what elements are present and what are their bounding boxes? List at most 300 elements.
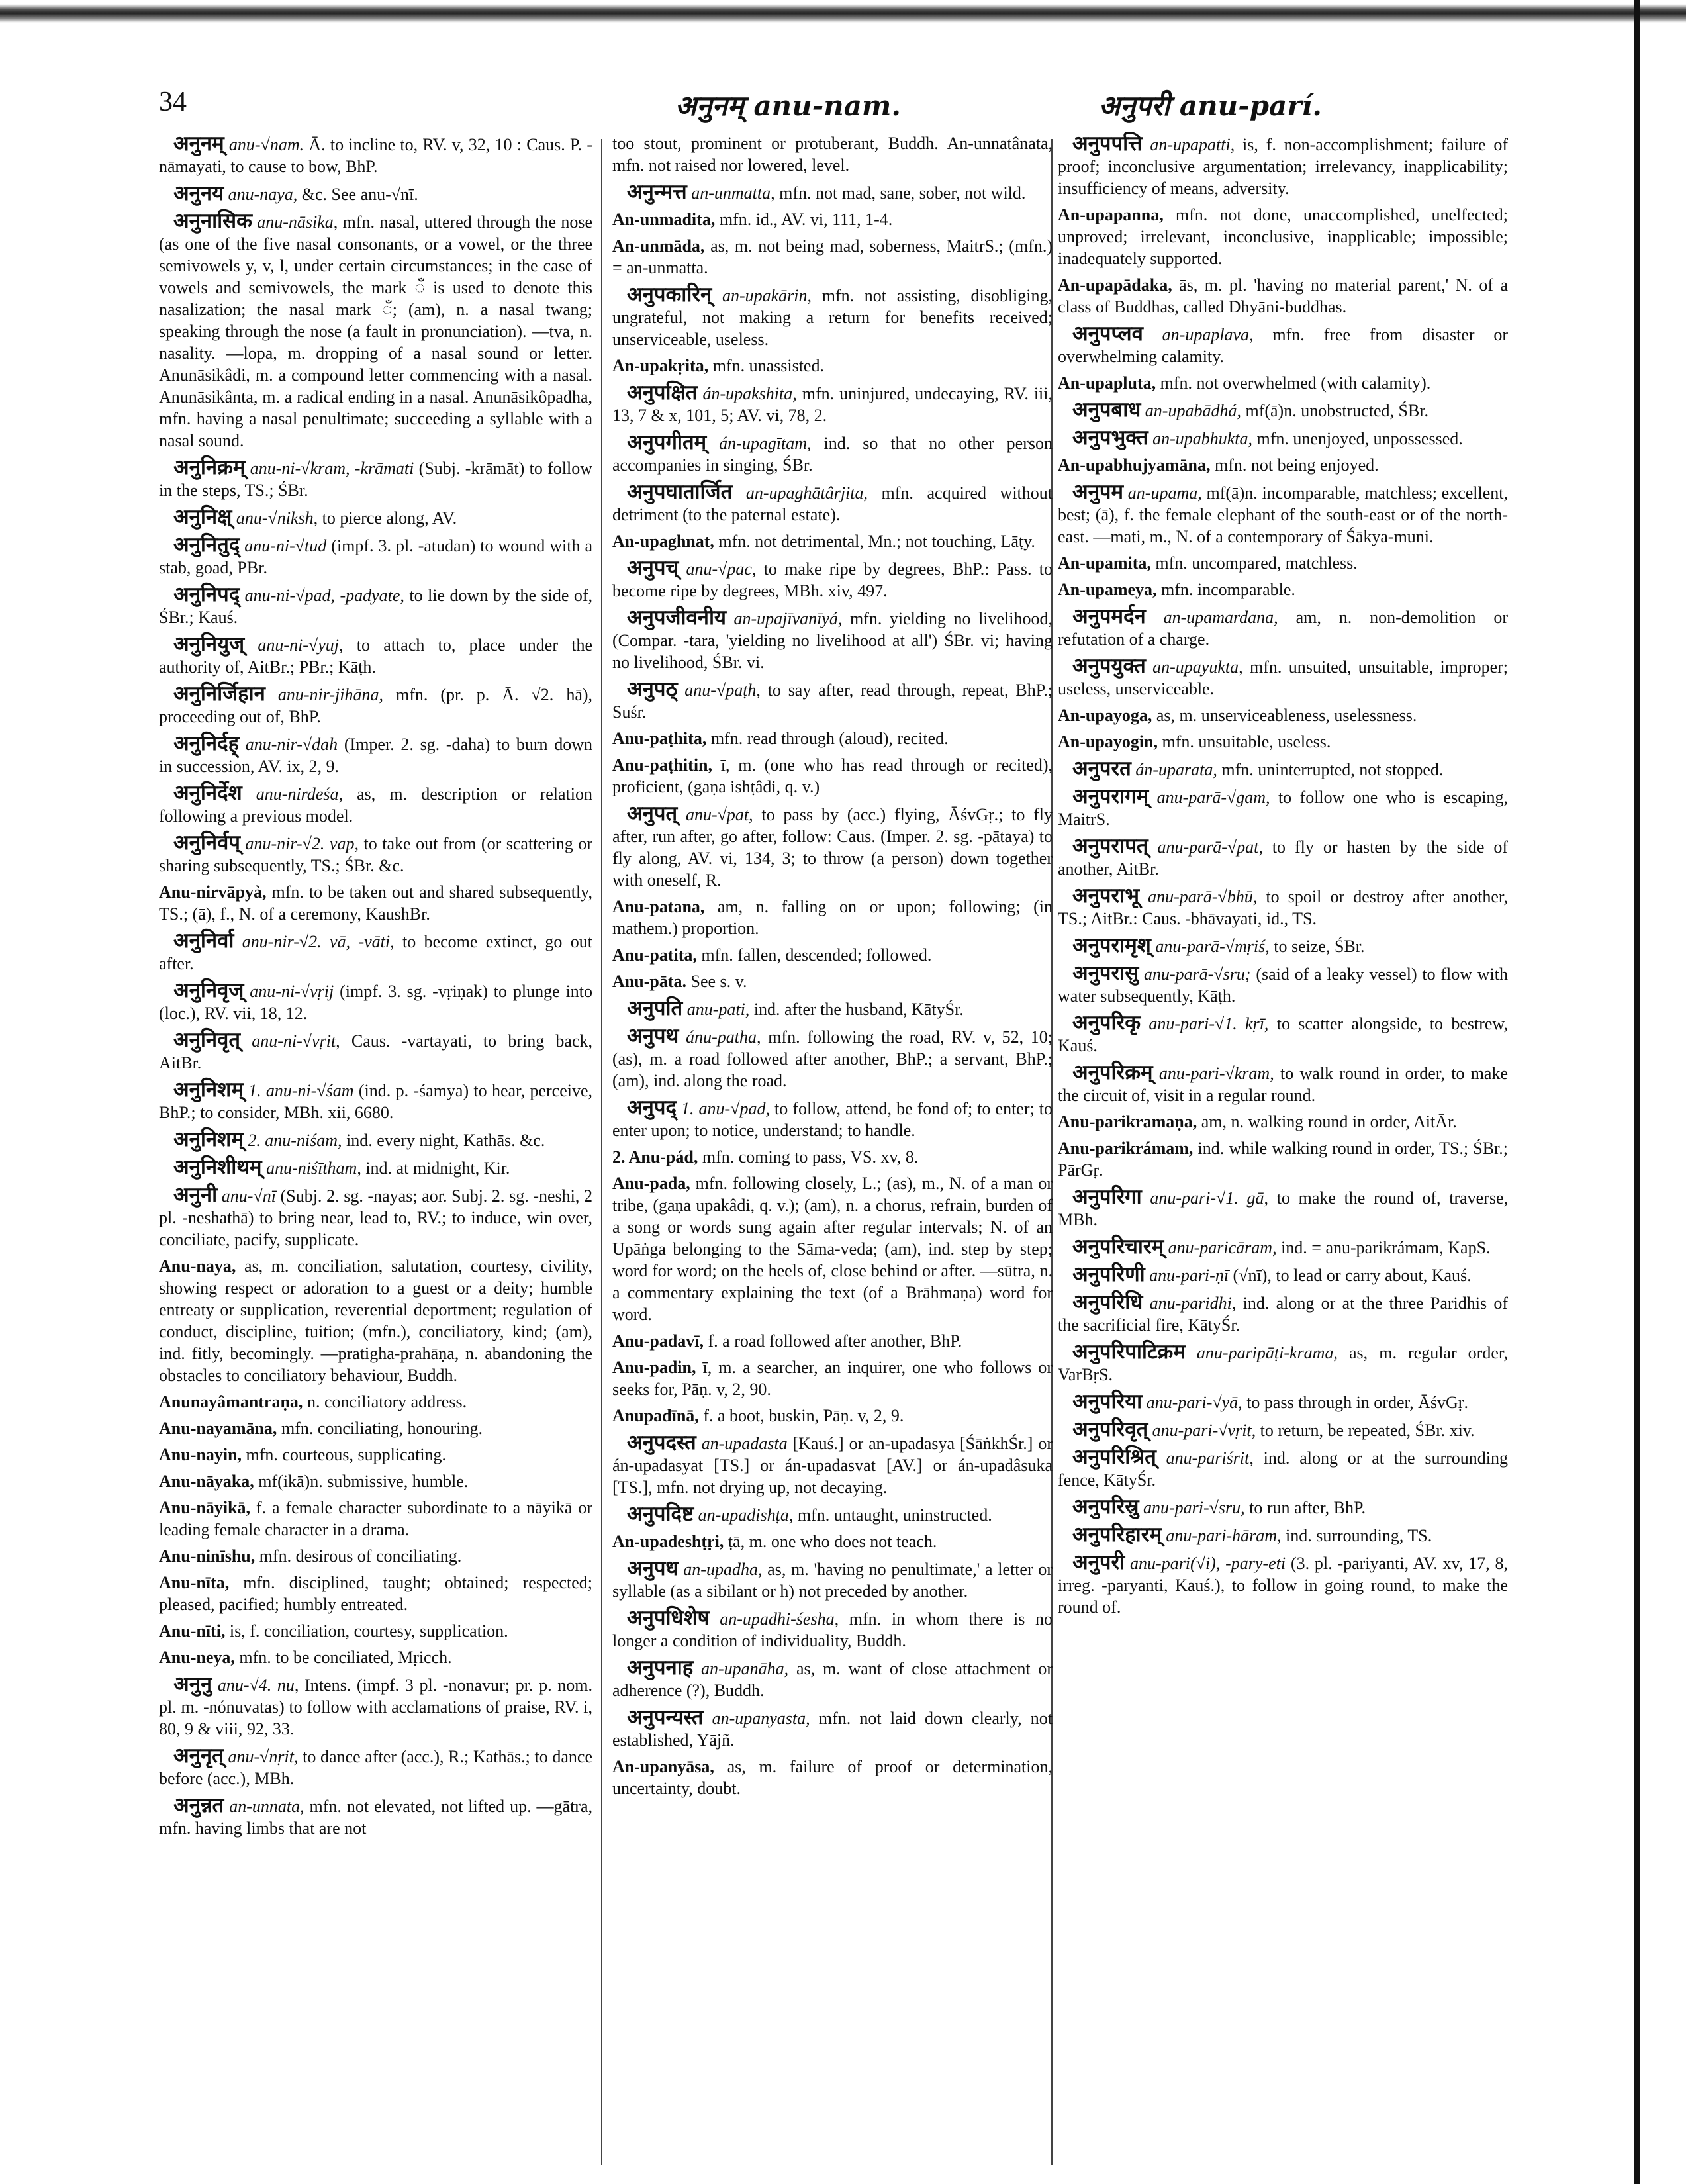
entry-headword: अनुपरिपाटिक्रम — [1072, 1340, 1186, 1363]
entry-headword: अनुपम — [1072, 480, 1124, 503]
entry-transliteration: anu-√pat, — [685, 805, 753, 824]
entry-headword: अनुपभुक्त — [1072, 426, 1148, 449]
entry-transliteration: anu-naya, — [228, 185, 298, 204]
dictionary-entry — [612, 678, 1053, 723]
dictionary-entry — [612, 1557, 1053, 1602]
entry-transliteration: anu-pari-√sru, — [1143, 1498, 1245, 1517]
entry-definition: to dance after (acc.), R.; Kathās.; to dance before (acc.), MBh. — [159, 1747, 592, 1788]
entry-definition: f. a female character subordinate to a nāyikā or leading female character in a drama. — [159, 1498, 592, 1539]
entry-transliteration: 1. anu-ni-√śam — [248, 1081, 354, 1100]
entry-transliteration: anu-ni-√vṛij — [250, 982, 334, 1001]
entry-headword: अनुपत् — [627, 802, 678, 825]
dictionary-entry — [159, 1184, 592, 1251]
entry-headword: अनुपजीवनीय — [627, 606, 726, 629]
entry-definition: mfn. acquired without detriment (to the paternal estate). — [612, 483, 1053, 524]
entry-definition: (Subj. -krāmāt) to follow in the steps, TS.; ŚBr. — [159, 459, 592, 500]
dictionary-entry — [159, 732, 592, 777]
entry-headword: अनुपरापत् — [1072, 834, 1148, 857]
entry-headword: अनुपरिगा — [1072, 1185, 1142, 1208]
dictionary-entry — [1058, 1523, 1508, 1546]
dictionary-entry — [1058, 757, 1508, 781]
entry-definition: too stout, prominent or protuberant, Buddh. An-unnatânata, mfn. not raised nor lowered, level. — [612, 134, 1053, 175]
entry-transliteration: anu-pari-√1. gā, — [1150, 1188, 1268, 1208]
dictionary-entry — [1058, 399, 1508, 422]
entry-headword: अनुपरागम् — [1072, 784, 1149, 808]
entry-headword: अनुपपत्ति — [1072, 132, 1143, 155]
entry-headword: Anu-patana, — [612, 897, 705, 916]
page-number: 34 — [159, 87, 187, 117]
dictionary-entry — [1058, 1186, 1508, 1231]
dictionary-entry — [159, 1156, 592, 1179]
dictionary-entry — [159, 782, 592, 827]
entry-transliteration: an-upakārin, — [722, 286, 812, 305]
entry-transliteration: an-upayukta, — [1152, 657, 1243, 677]
entry-headword: An-upabhujyamāna, — [1058, 455, 1211, 475]
dictionary-entry — [1058, 962, 1508, 1007]
entry-transliteration: an-unmatta, — [691, 183, 775, 203]
dictionary-entry — [612, 1531, 1053, 1552]
entry-definition: ind. at midnight, Kir. — [365, 1159, 510, 1178]
entry-transliteration: anu-√nam. — [228, 135, 304, 154]
entry-transliteration: anu-nir-√dah — [245, 735, 338, 754]
entry-definition: to return, be repeated, ŚBr. xiv. — [1260, 1421, 1475, 1440]
entry-transliteration: anu-nirdeśa, — [256, 784, 343, 804]
entry-headword: अनुपरिणी — [1072, 1262, 1145, 1286]
dictionary-entry — [159, 1620, 592, 1642]
entry-definition: (Subj. 2. sg. -nayas; aor. Subj. 2. sg. -neshi, 2 pl. -neshathā) to bring near, lead to, RV.; to induce, win over, conciliate, pacify, supplicate. — [159, 1186, 592, 1249]
entry-headword: अनुनिशीथम् — [173, 1155, 262, 1178]
dictionary-entry — [612, 235, 1053, 279]
entry-headword: Anu-parikrámam, — [1058, 1139, 1194, 1158]
dictionary-entry — [612, 802, 1053, 891]
dictionary-entry — [612, 896, 1053, 939]
dictionary-entry — [1058, 1341, 1508, 1386]
entry-definition: ind. = anu-parikrámam, KapS. — [1281, 1238, 1491, 1257]
entry-transliteration: anu-√nṛit, — [228, 1747, 299, 1766]
entry-definition: ind. surrounding, TS. — [1285, 1526, 1432, 1545]
dictionary-entry — [1058, 1446, 1508, 1491]
dictionary-entry — [159, 1444, 592, 1466]
entry-transliteration: an-unnata, — [229, 1797, 304, 1816]
entry-transliteration: anu-pati, — [686, 1000, 750, 1019]
entry-definition: mfn. not done, unaccomplished, unelfected; unproved; irrelevant, inconclusive, inapplicable; impossible; inadequately supported. — [1058, 205, 1508, 268]
entry-transliteration: anu-niśītham, — [266, 1159, 361, 1178]
entry-definition: (impf. 3. sg. -vṛiṇak) to plunge into (loc.), RV. vii, 18, 12. — [159, 982, 592, 1023]
entry-definition: mfn. unenjoyed, unpossessed. — [1256, 429, 1463, 448]
entry-definition: ind. along or at the three Paridhis of the sacrificial fire, KātyŚr. — [1058, 1294, 1508, 1335]
entry-headword: अनुपथ — [627, 1024, 679, 1047]
entry-definition: mfn. not elevated, not lifted up. —gātra, mfn. having limbs that are not — [159, 1797, 592, 1838]
entry-headword: An-upapluta, — [1058, 373, 1156, 393]
entry-headword: अनुपरासु — [1072, 961, 1139, 984]
entry-transliteration: anu-pari-hāram, — [1166, 1526, 1282, 1545]
dictionary-entry — [612, 1503, 1053, 1526]
entry-headword: Anu-paṭhitin, — [612, 755, 712, 775]
entry-headword: An-upanyāsa, — [612, 1757, 714, 1776]
entry-headword: अनुन्मत्त — [627, 180, 687, 203]
dictionary-entry — [1058, 1111, 1508, 1133]
entry-headword: अनुपप्लव — [1072, 322, 1143, 345]
entry-headword: अनुनी — [173, 1183, 218, 1206]
dictionary-entry — [612, 1431, 1053, 1498]
dictionary-entry — [159, 1078, 592, 1123]
entry-definition: See s. v. — [690, 972, 747, 991]
dictionary-entry — [1058, 1012, 1508, 1057]
dictionary-entry — [612, 431, 1053, 476]
entry-headword: अनुपराभू — [1072, 884, 1139, 907]
entry-headword: अनुपध — [627, 1556, 679, 1580]
entry-definition: is, f. non-accomplishment; failure of proof; inconclusive argumentation; irrelevancy, inapplicability; insufficiency of means, adversity. — [1058, 135, 1508, 198]
entry-definition: mfn. not mad, sane, sober, not wild. — [779, 183, 1026, 203]
entry-transliteration: anu-pari-√vṛit, — [1152, 1421, 1256, 1440]
entry-headword: अनुपरिवृत् — [1072, 1417, 1148, 1441]
entry-headword: अनुनासिक — [173, 209, 252, 232]
entry-headword: अनुन्नत — [173, 1793, 224, 1817]
entry-headword: 2. Anu-pád, — [612, 1147, 698, 1166]
entry-transliteration: anu-nir-√2. vap, — [245, 834, 359, 853]
entry-definition: (√nī), to lead or carry about, Kauś. — [1233, 1266, 1472, 1285]
entry-headword: An-upayoga, — [1058, 706, 1152, 725]
entry-transliteration: anu-√paṭh, — [684, 681, 761, 700]
dictionary-entry — [1058, 884, 1508, 929]
entry-headword: An-unmadita, — [612, 210, 716, 229]
dictionary-entry — [159, 1744, 592, 1789]
entry-definition: to make the round of, traverse, MBh. — [1058, 1188, 1508, 1229]
dictionary-entry — [1058, 704, 1508, 726]
entry-definition: to say after, read through, repeat, BhP.; Suśr. — [612, 681, 1053, 722]
entry-definition: mfn. free from disaster or overwhelming calamity. — [1058, 325, 1508, 366]
entry-transliteration: anu-paricāram, — [1168, 1238, 1277, 1257]
entry-definition: mfn. id., AV. vi, 111, 1-4. — [719, 210, 893, 229]
dictionary-entry — [1058, 372, 1508, 394]
dictionary-entry — [1058, 785, 1508, 830]
dictionary-entry — [159, 1029, 592, 1074]
dictionary-entry — [612, 1656, 1053, 1701]
dictionary-entry — [612, 283, 1053, 350]
entry-definition: Ā. to incline to, RV. v, 32, 10 : Caus. P. -nāmayati, to cause to bow, BhP. — [159, 135, 592, 176]
dictionary-entry — [1058, 426, 1508, 450]
entry-headword: अनुपन्यस्त — [627, 1705, 704, 1729]
entry-definition: ī, m. (one who has read through or recited), proficient, (gaṇa ishṭâdi, q. v.) — [612, 755, 1053, 796]
entry-headword: अनुनिर्वप् — [173, 831, 240, 854]
entry-transliteration: anu-ni-√tud — [244, 536, 327, 555]
entry-headword: अनुपक्षित — [627, 381, 698, 404]
entry-definition: (ind. p. -śamya) to hear, perceive, BhP.; to consider, MBh. xii, 6680. — [159, 1081, 592, 1122]
entry-definition: ī, m. a searcher, an inquirer, one who follows or seeks for, Pāṇ. v, 2, 90. — [612, 1358, 1053, 1399]
entry-headword: Anu-naya, — [159, 1257, 236, 1276]
entry-transliteration: an-upadhi-śesha, — [720, 1609, 839, 1629]
entry-headword: अनुपरिधि — [1072, 1290, 1143, 1313]
entry-definition: as, m. conciliation, salutation, courtesy, civility, showing respect or adoration to a guest or a deity; humble entreaty or supplication, reverential deportment; regulation of conduct, discipline, tuition; (mfn.), conciliatory, kind; (am), ind. fitly, becomingly. —pratigha-prahāṇa, n. abandoning the obstacles to conciliatory behaviour, Buddh. — [159, 1257, 592, 1385]
entry-transliteration: an-upajīvanīyá, — [733, 609, 843, 628]
dictionary-entry — [612, 1356, 1053, 1400]
dictionary-entry — [159, 979, 592, 1024]
entry-headword: Anu-padin, — [612, 1358, 696, 1377]
entry-definition: (3. pl. -pariyanti, AV. xv, 17, 8, irreg. -paryanti, Kauś.), to follow in going round, to make the round of. — [1058, 1554, 1508, 1617]
entry-definition: am, n. falling on or upon; following; (in mathem.) proportion. — [612, 897, 1053, 938]
entry-transliteration: anu-ni-√vṛit, — [252, 1031, 340, 1051]
entry-headword: An-upayogin, — [1058, 732, 1158, 751]
entry-definition: f. a road followed after another, BhP. — [708, 1331, 962, 1351]
entry-headword: अनुपरिस्रु — [1072, 1495, 1139, 1518]
dictionary-entry — [612, 132, 1053, 176]
dictionary-entry — [1058, 1137, 1508, 1181]
dictionary-entry — [159, 1391, 592, 1413]
entry-transliteration: anu-ni-√kram, -krāmati — [250, 459, 414, 478]
entry-headword: Anu-nīti, — [159, 1621, 226, 1640]
entry-definition: to lie down by the side of, ŚBr.; Kauś. — [159, 586, 592, 627]
entry-definition: to spoil or destroy after another, TS.; AitBr.: Caus. -bhāvayati, id., TS. — [1058, 887, 1508, 928]
entry-definition: mfn. unsuitable, useless. — [1162, 732, 1331, 751]
entry-definition: mfn. following the road, RV. v, 52, 10; (as), m. a road followed after another, BhP.; a servant, BhP.; (am), ind. along the road. — [612, 1027, 1053, 1090]
entry-headword: अनुनिक्रम् — [173, 455, 246, 479]
dictionary-column-3 — [1058, 132, 1508, 2158]
dictionary-entry — [159, 683, 592, 728]
entry-definition: mfn. following closely, L.; (as), m., N. of a man or tribe, (gaṇa upakâdi, q. v.); (am), n. a chorus, refrain, burden of a song or words sung again after regular intervals; N. of an Upāṅga belonging to the Sāma-veda; (am), ind. step by step; word for word; on the heels of, close behind or after. —sūtra, n. a commentary explaining the text (of a Brāhmaṇa) word for word. — [612, 1174, 1053, 1324]
entry-definition: to seize, ŚBr. — [1274, 937, 1365, 956]
dictionary-entry — [612, 1146, 1053, 1168]
dictionary-entry — [612, 754, 1053, 798]
entry-headword: अनुनिक्ष् — [173, 505, 232, 528]
dictionary-column-1 — [159, 132, 592, 2158]
dictionary-entry — [1058, 1061, 1508, 1106]
entry-transliteration: anu-paripāṭi-krama, — [1196, 1343, 1338, 1362]
dictionary-entry — [612, 1405, 1053, 1427]
dictionary-entry — [159, 1417, 592, 1439]
entry-transliteration: an-upama, — [1127, 483, 1202, 502]
page-header — [159, 86, 1602, 132]
entry-definition: (Imper. 2. sg. -daha) to burn down in succession, AV. ix, 2, 9. — [159, 735, 592, 776]
entry-definition: [Kauś.] or an-upadasya [ŚāṅkhŚr.] or án-upadasyat [TS.] or án-upadasvat [AV.] or án-upadâsuka [TS.], mfn. not drying up, not decaying. — [612, 1434, 1053, 1497]
entry-headword: Anu-nāyikā, — [159, 1498, 250, 1517]
scan-right-border — [1634, 0, 1640, 2184]
entry-transliteration: an-upadishṭa, — [698, 1505, 794, 1525]
dictionary-entry — [159, 1794, 592, 1839]
right-running-head: अनुपरी anu-parí. — [1099, 89, 1322, 122]
entry-headword: अनुपद् — [627, 1096, 677, 1119]
entry-definition: mf(ikā)n. submissive, humble. — [258, 1472, 469, 1491]
entry-definition: mfn. coming to pass, VS. xv, 8. — [702, 1147, 919, 1166]
entry-definition: as, m. not being mad, soberness, MaitrS.; (mfn.) = an-unmatta. — [612, 236, 1053, 277]
entry-headword: अनुनिर्दह् — [173, 732, 240, 755]
entry-headword: An-upadeshṭṛi, — [612, 1532, 724, 1551]
entry-transliteration: anu-parā-√sru; — [1143, 965, 1251, 984]
dictionary-entry — [612, 1025, 1053, 1092]
entry-transliteration: ánu-patha, — [686, 1027, 761, 1047]
dictionary-entry — [612, 728, 1053, 749]
entry-transliteration: an-upadasta — [701, 1434, 788, 1453]
entry-definition: to attach to, place under the authority of, AitBr.; PBr.; Kāṭh. — [159, 636, 592, 677]
dictionary-entry — [612, 381, 1053, 426]
entry-transliteration: anu-nir-√2. vā, -vāti, — [242, 932, 395, 951]
entry-definition: mfn. not assisting, disobliging, ungrateful, not making a return for benefits received; unserviceable, useless. — [612, 286, 1053, 349]
dictionary-entry — [159, 583, 592, 628]
dictionary-entry — [612, 944, 1053, 966]
dictionary-entry — [159, 1255, 592, 1386]
entry-definition: to pass by (acc.) flying, ĀśvGṛ.; to fly after, run after, go after, follow: Caus. (Imper. 2. sg. -pātaya) to fly along, AV. vi, 134, 3; to throw (a person) down together with oneself, R. — [612, 805, 1053, 890]
entry-headword: अनुपच् — [627, 556, 679, 579]
entry-headword: अनुनिर्वा — [173, 929, 234, 952]
dictionary-entry — [1058, 835, 1508, 880]
entry-transliteration: án-upakshita, — [702, 384, 797, 403]
dictionary-entry — [159, 633, 592, 678]
entry-definition: is, f. conciliation, courtesy, supplication. — [229, 1621, 508, 1640]
entry-transliteration: anu-√niksh, — [236, 508, 318, 528]
entry-definition: to walk round in order, to make the circuit of, visit in a regular round. — [1058, 1064, 1508, 1105]
entry-transliteration: anu-nir-jihāna, — [277, 685, 383, 704]
entry-headword: अनुनिर्देश — [173, 781, 242, 804]
entry-transliteration: an-upadha, — [683, 1560, 763, 1579]
dictionary-entry — [612, 557, 1053, 602]
entry-definition: (said of a leaky vessel) to flow with water subsequently, Kāṭh. — [1058, 965, 1508, 1006]
entry-headword: अनुनिपद् — [173, 583, 240, 606]
dictionary-entry — [1058, 132, 1508, 199]
entry-definition: mfn. not being enjoyed. — [1214, 455, 1379, 475]
entry-transliteration: anu-pariśrit, — [1166, 1448, 1254, 1468]
entry-headword: Anupadīnā, — [612, 1406, 699, 1425]
entry-headword: अनुपरी — [1072, 1550, 1125, 1574]
entry-transliteration: anu-parā-√pat, — [1157, 837, 1263, 857]
entry-transliteration: anu-√4. nu, — [217, 1676, 299, 1695]
entry-definition: to scatter alongside, to bestrew, Kauś. — [1058, 1014, 1508, 1055]
dictionary-entry — [1058, 1235, 1508, 1258]
entry-transliteration: anu-parā-√bhū, — [1148, 887, 1258, 906]
column-divider — [601, 139, 602, 2165]
dictionary-entry — [159, 881, 592, 925]
entry-headword: An-upakṛita, — [612, 356, 709, 375]
left-running-head: अनुनम् anu-nam. — [675, 89, 901, 122]
entry-definition: mfn. untaught, uninstructed. — [797, 1505, 992, 1525]
entry-headword: Anu-parikramaṇa, — [1058, 1112, 1197, 1131]
entry-transliteration: an-upamardana, — [1163, 608, 1278, 627]
dictionary-entry — [159, 1545, 592, 1567]
entry-definition: mfn. courteous, supplicating. — [246, 1445, 447, 1464]
entry-headword: Anu-paṭhita, — [612, 729, 707, 748]
entry-transliteration: an-upanāha, — [701, 1659, 789, 1678]
entry-definition: as, m. want of close attachment or adherence (?), Buddh. — [612, 1659, 1053, 1700]
dictionary-entry — [159, 1673, 592, 1740]
entry-headword: Anu-nayin, — [159, 1445, 242, 1464]
entry-headword: अनुनु — [173, 1672, 212, 1695]
dictionary-entry — [159, 506, 592, 529]
dictionary-entry — [159, 1470, 592, 1492]
dictionary-column-2 — [612, 132, 1053, 2158]
dictionary-entry — [159, 1128, 592, 1151]
entry-headword: अनुनियुज् — [173, 632, 245, 655]
entry-headword: अनुपबाध — [1072, 398, 1141, 421]
entry-transliteration: anu-pari(√i), -pary-eti — [1130, 1554, 1286, 1573]
entry-headword: An-unmāda, — [612, 236, 705, 256]
dictionary-entry — [612, 1756, 1053, 1799]
entry-transliteration: 2. anu-niśam, — [248, 1131, 342, 1150]
dictionary-entry — [1058, 579, 1508, 600]
dictionary-entry — [159, 1572, 592, 1615]
entry-headword: अनुपरिश्रित् — [1072, 1445, 1156, 1468]
entry-headword: Anunayâmantraṇa, — [159, 1392, 303, 1411]
entry-transliteration: án-uparata, — [1135, 760, 1217, 779]
entry-definition: as, m. regular order, VarBṛS. — [1058, 1343, 1508, 1384]
entry-headword: अनुपदिष्ट — [627, 1502, 694, 1525]
entry-definition: mfn. yielding no livelihood, (Compar. -tara, 'yielding no livelihood at all') ŚBr. vi; having no livelihood, ŚBr. vi. — [612, 609, 1053, 672]
entry-definition: am, n. non-demolition or refutation of a charge. — [1058, 608, 1508, 649]
dictionary-entry — [1058, 1496, 1508, 1519]
entry-transliteration: anu-√nī — [221, 1186, 276, 1206]
dictionary-entry — [1058, 204, 1508, 269]
dictionary-entry — [1058, 322, 1508, 367]
entry-headword: अनुपरिचारम् — [1072, 1235, 1164, 1258]
entry-headword: अनुनिशम् — [173, 1078, 244, 1101]
dictionary-entry — [612, 1330, 1053, 1352]
entry-definition: ind. after the husband, KātyŚr. — [753, 1000, 964, 1019]
dictionary-entry — [1058, 605, 1508, 650]
entry-transliteration: anu-pari-√yā, — [1146, 1393, 1242, 1412]
entry-definition: as, m. 'having no penultimate,' a letter or syllable (as a sibilant or h) not preceded by another. — [612, 1560, 1053, 1601]
dictionary-entry — [612, 1172, 1053, 1325]
entry-definition: ind. along or at the surrounding fence, KātyŚr. — [1058, 1448, 1508, 1490]
dictionary-entry — [1058, 731, 1508, 753]
entry-headword: अनुनम् — [173, 132, 224, 155]
entry-transliteration: anu-pari-√kram, — [1158, 1064, 1274, 1083]
entry-headword: अनुपघातार्जित — [627, 480, 733, 503]
entry-definition: mfn. desirous of conciliating. — [259, 1546, 462, 1566]
entry-definition: mf(ā)n. incomparable, matchless; excellent, best; (ā), f. the female elephant of the south-east or of the north-east. —mati, m., N. of a contemporary of Śākya-muni. — [1058, 483, 1508, 546]
entry-definition: to pass through in order, ĀśvGṛ. — [1246, 1393, 1468, 1412]
entry-transliteration: an-upaplava, — [1162, 325, 1254, 344]
dictionary-entry — [159, 1646, 592, 1668]
entry-definition: mfn. to be conciliated, Mṛicch. — [239, 1648, 452, 1667]
entry-definition: mfn. to be taken out and shared subsequently, TS.; (ā), f., N. of a ceremony, KaushBr. — [159, 882, 592, 924]
entry-headword: Anu-nāyaka, — [159, 1472, 254, 1491]
entry-headword: Anu-padavī, — [612, 1331, 704, 1351]
entry-definition: mfn. not detrimental, Mn.; not touching, Lāṭy. — [718, 532, 1035, 551]
dictionary-entry — [1058, 1551, 1508, 1618]
entry-headword: अनुनय — [173, 181, 224, 205]
entry-headword: Anu-nīta, — [159, 1573, 230, 1592]
entry-definition: ind. while walking round in order, TS.; ŚBr.; PārGṛ. — [1058, 1139, 1508, 1180]
entry-definition: mfn. uninterrupted, not stopped. — [1221, 760, 1444, 779]
entry-headword: अनुनिवृज् — [173, 978, 244, 1002]
dictionary-entry — [612, 1706, 1053, 1751]
entry-transliteration: anu-nāsika, — [257, 213, 338, 232]
entry-transliteration: án-upagītam, — [719, 434, 812, 453]
entry-headword: An-upameya, — [1058, 580, 1157, 599]
entry-definition: to take out from (or scattering or sharing subsequently, TS.; ŚBr. &c. — [159, 834, 592, 875]
entry-headword: अनुपमर्दन — [1072, 604, 1146, 628]
dictionary-entry — [1058, 1263, 1508, 1286]
dictionary-entry — [159, 831, 592, 877]
dictionary-entry — [612, 209, 1053, 230]
entry-headword: An-upamita, — [1058, 553, 1151, 573]
entry-headword: An-upaghnat, — [612, 532, 714, 551]
dictionary-entry — [1058, 552, 1508, 574]
entry-definition: as, m. unserviceableness, uselessness. — [1156, 706, 1417, 725]
entry-definition: mfn. not overwhelmed (with calamity). — [1160, 373, 1431, 393]
entry-definition: ind. so that no other person accompanies in singing, ŚBr. — [612, 434, 1053, 475]
dictionary-entry — [1058, 274, 1508, 318]
dictionary-entry — [612, 481, 1053, 526]
dictionary-entry — [1058, 454, 1508, 476]
entry-definition: as, m. description or relation following a previous model. — [159, 784, 592, 826]
entry-headword: अनुपधिशेष — [627, 1606, 710, 1629]
entry-headword: Anu-nirvāpyà, — [159, 882, 267, 902]
entry-headword: Anu-pada, — [612, 1174, 690, 1193]
entry-headword: अनुपति — [627, 996, 683, 1020]
scan-top-band — [0, 0, 1686, 23]
dictionary-entry — [612, 971, 1053, 992]
entry-headword: अनुपरामृश् — [1072, 933, 1151, 957]
entry-definition: mfn. nasal, uttered through the nose (as one of the five nasal consonants, or a vowel, or the three semivowels y, v, l, under certain circumstances; in the case of vowels and semivowels, the mark ँ is used to denote this nasalization; the nasal mark ँ; (am), n. a nasal twang; speaking through the nose (a fault in pronunciation). —tva, n. nasality. —lopa, m. dropping of a nasal sound or letter. Anunāsikâdi, m. a compound letter commencing with a nasal. Anunāsikânta, m. a radical ending in a nasal. Anunāsikôpadha, mfn. having a nasal penultimate; succeeding a syllable with a nasal sound. — [159, 213, 592, 450]
entry-definition: am, n. walking round in order, AitĀr. — [1201, 1112, 1457, 1131]
